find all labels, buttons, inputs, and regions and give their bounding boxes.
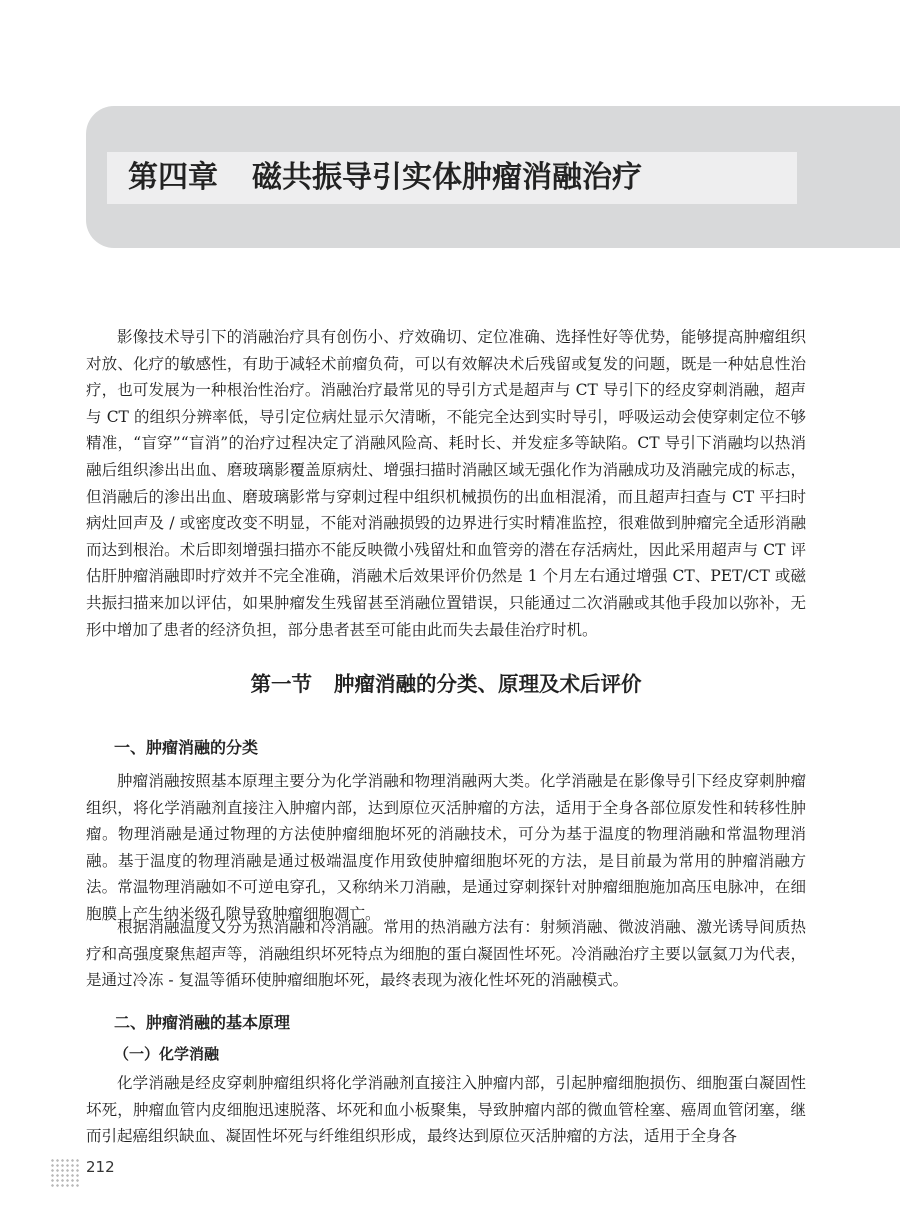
page-dots-ornament	[50, 1158, 80, 1188]
chapter-title	[128, 152, 642, 204]
chemical-ablation-paragraph: 化学消融是经皮穿刺肿瘤组织将化学消融剂直接注入肿瘤内部，引起肿瘤细胞损伤、细胞蛋白凝固性坏死，肿瘤血管内皮细胞迅速脱落、坏死和血小板聚集，导致肿瘤内部的微血管栓塞、癌周血管闭塞，继而引起癌组织缺血、凝固性坏死与纤维组织形成，最终达到原位灭活肿瘤的方法，适用于全身各	[86, 1074, 806, 1146]
section-name: 肿瘤消融的分类、原理及术后评价	[334, 672, 642, 696]
principle-heading: 二、肿瘤消融的基本原理	[114, 1013, 291, 1032]
chapter-name: 磁共振导引实体肿瘤消融治疗	[252, 160, 642, 195]
classification-paragraph-1: 肿瘤消融按照基本原理主要分为化学消融和物理消融两大类。化学消融是在影像导引下经皮穿刺肿瘤组织，将化学消融剂直接注入肿瘤内部，达到原位灭活肿瘤的方法，适用于全身各部位原发性和转移性肿瘤。物理消融是通过物理的方法使肿瘤细胞坏死的消融技术，可分为基于温度的物理消融和常温物理消融。基于温度的物理消融是通过极端温度作用致使肿瘤细胞坏死的方法，是目前最为常用的肿瘤消融方法。常温物理消融如不可逆电穿孔，又称纳米刀消融，是通过穿刺探针对肿瘤细胞施加高压电脉冲，在细胞膜上产生纳米级孔隙导致肿瘤细胞凋亡。	[86, 772, 806, 923]
section-number: 第一节	[250, 672, 312, 696]
intro-paragraph: 影像技术导引下的消融治疗具有创伤小、疗效确切、定位准确、选择性好等优势，能够提高肿瘤组织对放、化疗的敏感性，有助于减轻术前瘤负荷，可以有效解决术后残留或复发的问题，既是一种姑息性治疗，也可发展为一种根治性治疗。消融治疗最常见的导引方式是超声与 CT 导引下的经皮穿刺消融，超声与 CT 的组织分辨率低，导引定位病灶显示欠清晰，不能完全达到实时导引，呼吸运动会使穿刺定位不够精准，“盲穿”“盲消”的治疗过程决定了消融风险高、耗时长、并发症多等缺陷。CT 导引下消融均以热消融后组织渗出出血、磨玻璃影覆盖原病灶、增强扫描时消融区域无强化作为消融成功及消融完成的标志，但消融后的渗出出血、磨玻璃影常与穿刺过程中组织机械损伤的出血相混淆，而且超声扫查与 CT 平扫时病灶回声及 / 或密度改变不明显，不能对消融损毁的边界进行实时精准监控，很难做到肿瘤完全适形消融而达到根治。术后即刻增强扫描亦不能反映微小残留灶和血管旁的潜在存活病灶，因此采用超声与 CT 评估肝肿瘤消融即时疗效并不完全准确，消融术后效果评价仍然是 1 个月左右通过增强 CT、PET/CT 或磁共振扫描来加以评估，如果肿瘤发生残留甚至消融位置错误，只能通过二次消融或其他手段加以弥补，无形中增加了患者的经济负担，部分患者甚至可能由此而失去最佳治疗时机。	[86, 328, 806, 639]
chapter-number: 第四章	[128, 160, 218, 195]
classification-heading: 一、肿瘤消融的分类	[114, 738, 259, 757]
chemical-ablation-heading: （一）化学消融	[114, 1045, 220, 1063]
section-title	[86, 667, 806, 697]
page-number: 212	[86, 1158, 115, 1176]
classification-paragraph-2: 根据消融温度又分为热消融和冷消融。常用的热消融方法有：射频消融、微波消融、激光诱导间质热疗和高强度聚焦超声等，消融组织坏死特点为细胞的蛋白凝固性坏死。冷消融治疗主要以氩氦刀为代表，是通过冷冻 - 复温等循环使肿瘤细胞坏死，最终表现为液化性坏死的消融模式。	[86, 918, 806, 990]
